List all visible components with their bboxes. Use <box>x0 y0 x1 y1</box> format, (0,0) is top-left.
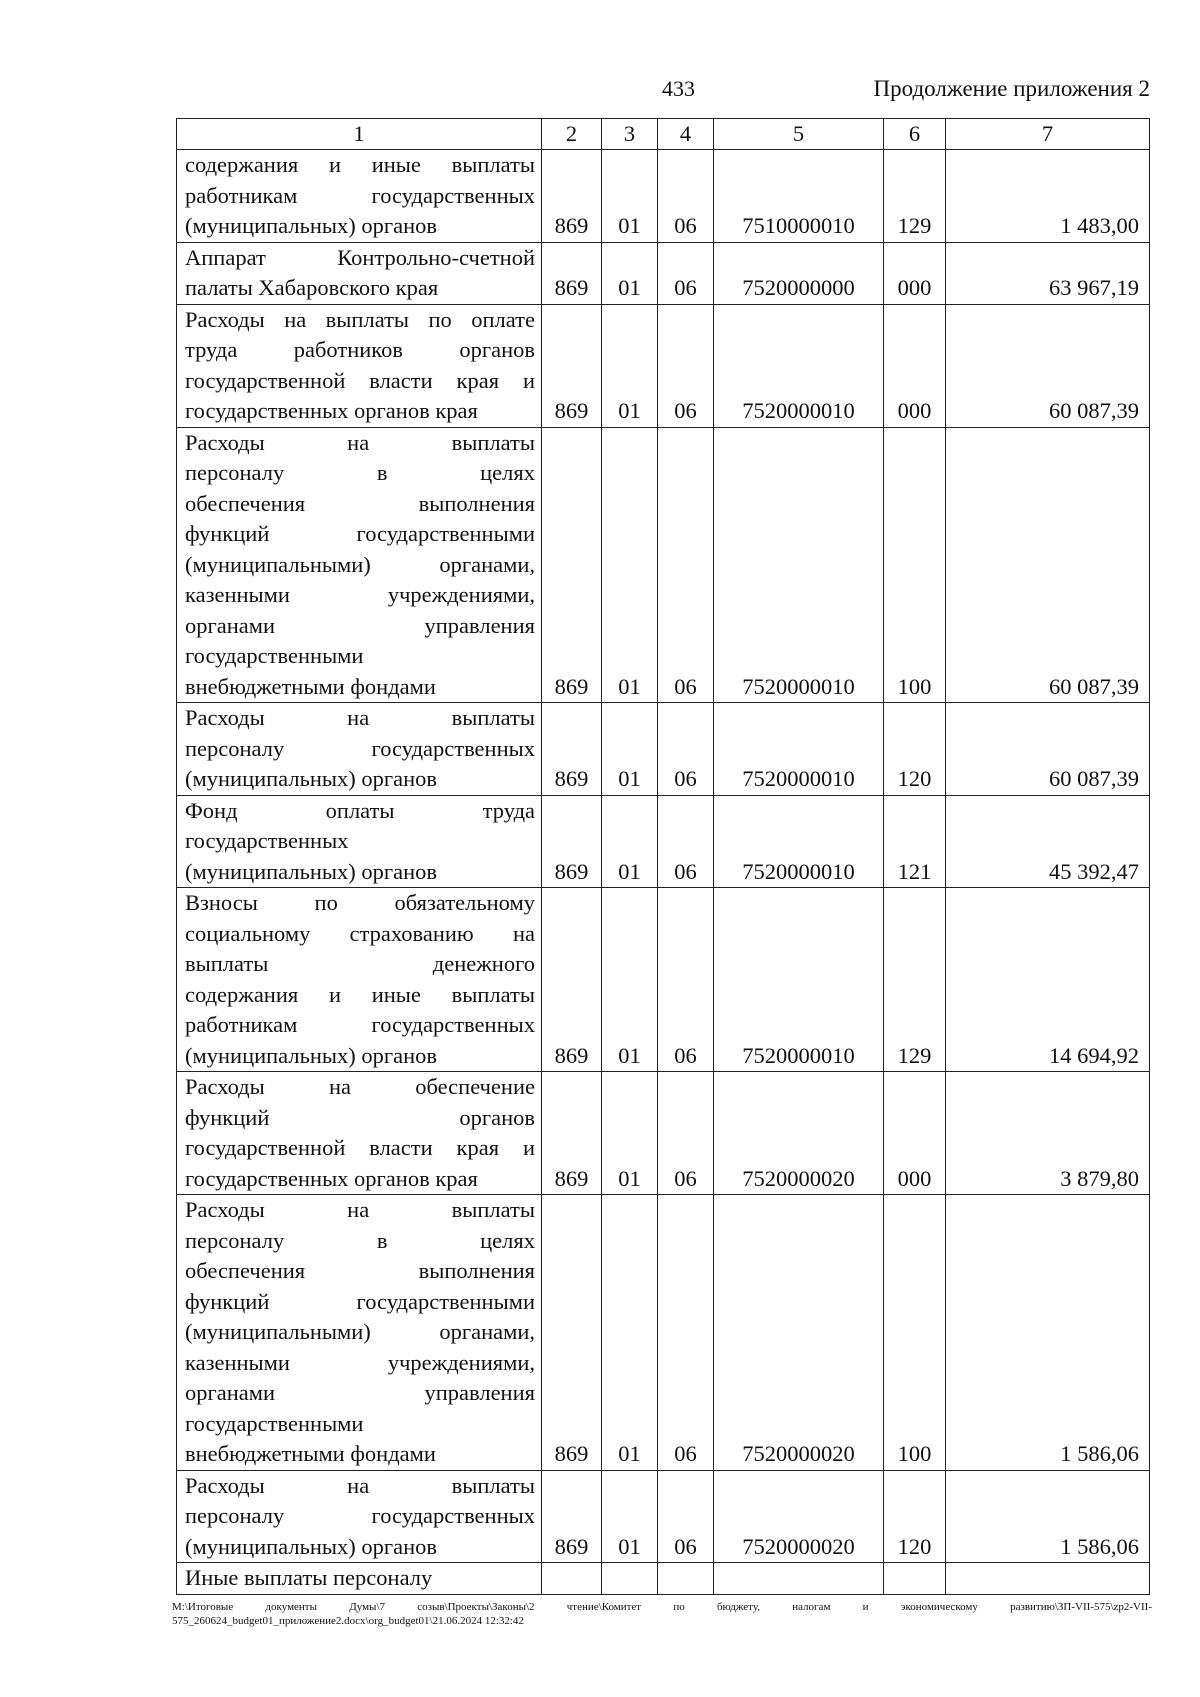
table-row <box>177 795 1150 888</box>
ministry-code: 869 <box>542 304 602 427</box>
target-article-code: 7510000010 <box>714 150 884 243</box>
expense-type-code: 100 <box>884 427 946 703</box>
section-code: 01 <box>602 1195 658 1471</box>
expense-type-code <box>884 1563 946 1595</box>
amount-value: 63 967,19 <box>946 242 1150 304</box>
target-article-code: 7520000020 <box>714 1470 884 1563</box>
amount-value: 45 392,47 <box>946 795 1150 888</box>
row-description <box>177 703 542 796</box>
table-row <box>177 150 1150 243</box>
subsection-code: 06 <box>658 427 714 703</box>
section-code: 01 <box>602 242 658 304</box>
budget-table <box>176 118 1150 1595</box>
row-description <box>177 1470 542 1563</box>
subsection-code: 06 <box>658 242 714 304</box>
amount-value: 60 087,39 <box>946 427 1150 703</box>
description-line: государственной власти края и <box>185 1135 535 1160</box>
row-description <box>177 150 542 243</box>
table-body <box>177 119 1150 1595</box>
expense-type-code: 000 <box>884 242 946 304</box>
subsection-code: 06 <box>658 1072 714 1195</box>
row-description <box>177 795 542 888</box>
description-line: работникам государственных <box>185 1012 535 1037</box>
row-description <box>177 427 542 703</box>
table-row <box>177 703 1150 796</box>
subsection-code: 06 <box>658 703 714 796</box>
ministry-code: 869 <box>542 242 602 304</box>
table-row <box>177 888 1150 1072</box>
description-line: Расходы на выплаты <box>185 429 535 455</box>
table-row <box>177 427 1150 703</box>
description-line: содержания и иные выплаты <box>185 981 535 1007</box>
row-description <box>177 1072 542 1195</box>
file-path-footer: M:\Итоговые документы Думы\7 созыв\Проекты\Законы\2 чтение\Комитет по бюджету, налогам и экономическому развитию\ЗП-VII-575\zp2-VII-575_260624_budget01_приложение2.docx\org_budget01\21.06.2024 12:32:42 <box>172 1601 1152 1627</box>
row-description <box>177 888 542 1072</box>
ministry-code: 869 <box>542 427 602 703</box>
section-code: 01 <box>602 427 658 703</box>
description-line: социальному страхованию на <box>185 920 535 946</box>
description-line: (муниципальными) органами, <box>185 1319 535 1344</box>
row-description <box>177 304 542 427</box>
description-line: государственными <box>185 643 364 668</box>
description-line: Расходы на обеспечение <box>185 1074 535 1099</box>
table-row <box>177 1563 1150 1595</box>
amount-value: 1 483,00 <box>946 150 1150 243</box>
description-line: казенными учреждениями, <box>185 582 535 607</box>
description-line: (муниципальными) органами, <box>185 551 535 577</box>
description-line: функций государственными <box>185 1288 535 1314</box>
table-row <box>177 1072 1150 1195</box>
description-line: функций органов <box>185 1104 535 1130</box>
section-code: 01 <box>602 888 658 1072</box>
table-row <box>177 242 1150 304</box>
description-line: персоналу государственных <box>185 1503 535 1528</box>
description-line: государственной власти края и <box>185 367 535 393</box>
description-line: (муниципальных) органов <box>185 766 438 791</box>
table-row <box>177 1470 1150 1563</box>
column-header: 3 <box>602 119 658 150</box>
description-line: персоналу в целях <box>185 1227 535 1253</box>
description-line: государственных <box>185 828 349 853</box>
subsection-code: 06 <box>658 888 714 1072</box>
amount-value: 3 879,80 <box>946 1072 1150 1195</box>
section-code: 01 <box>602 1470 658 1563</box>
subsection-code: 06 <box>658 795 714 888</box>
column-header: 2 <box>542 119 602 150</box>
amount-value: 60 087,39 <box>946 703 1150 796</box>
description-line: персоналу в целях <box>185 460 535 485</box>
description-line: (муниципальных) органов <box>185 858 438 884</box>
description-line: органами управления <box>185 1380 535 1405</box>
target-article-code: 7520000020 <box>714 1195 884 1471</box>
target-article-code: 7520000010 <box>714 888 884 1072</box>
subsection-code: 06 <box>658 1195 714 1471</box>
subsection-code <box>658 1563 714 1595</box>
row-description <box>177 1195 542 1471</box>
section-code: 01 <box>602 1072 658 1195</box>
ministry-code: 869 <box>542 703 602 796</box>
column-header-row <box>177 119 1150 150</box>
page-number: 433 <box>662 76 695 101</box>
ministry-code: 869 <box>542 1470 602 1563</box>
target-article-code: 7520000010 <box>714 703 884 796</box>
description-line: персоналу государственных <box>185 735 535 761</box>
subsection-code: 06 <box>658 1470 714 1563</box>
section-code: 01 <box>602 150 658 243</box>
subsection-code: 06 <box>658 304 714 427</box>
description-line: внебюджетными фондами <box>185 1441 436 1466</box>
target-article-code: 7520000000 <box>714 242 884 304</box>
expense-type-code: 121 <box>884 795 946 888</box>
target-article-code: 7520000020 <box>714 1072 884 1195</box>
column-header: 6 <box>884 119 946 150</box>
column-header: 1 <box>177 119 542 150</box>
section-code: 01 <box>602 304 658 427</box>
description-line: Аппарат Контрольно-счетной <box>185 244 535 270</box>
description-line: государственными <box>185 1410 364 1436</box>
column-header: 5 <box>714 119 884 150</box>
description-line: Расходы на выплаты <box>185 1472 535 1498</box>
amount-value: 1 586,06 <box>946 1470 1150 1563</box>
ministry-code: 869 <box>542 795 602 888</box>
ministry-code: 869 <box>542 150 602 243</box>
amount-value: 14 694,92 <box>946 888 1150 1072</box>
target-article-code: 7520000010 <box>714 304 884 427</box>
column-header: 7 <box>946 119 1150 150</box>
description-line: государственных органов края <box>185 398 478 423</box>
section-code: 01 <box>602 795 658 888</box>
description-line: государственных органов края <box>185 1165 478 1191</box>
description-line: обеспечения выполнения <box>185 1258 535 1283</box>
description-line: Фонд оплаты труда <box>185 797 535 823</box>
expense-type-code: 000 <box>884 1072 946 1195</box>
column-header: 4 <box>658 119 714 150</box>
description-line: (муниципальных) органов <box>185 1533 438 1559</box>
description-line: Расходы на выплаты <box>185 1197 535 1222</box>
ministry-code: 869 <box>542 888 602 1072</box>
description-line: Иные выплаты персоналу <box>185 1565 433 1590</box>
subsection-code: 06 <box>658 150 714 243</box>
expense-type-code: 100 <box>884 1195 946 1471</box>
section-code: 01 <box>602 703 658 796</box>
table-row <box>177 1195 1150 1471</box>
description-line: Взносы по обязательному <box>185 890 535 915</box>
ministry-code <box>542 1563 602 1595</box>
expense-type-code: 120 <box>884 703 946 796</box>
description-line: казенными учреждениями, <box>185 1349 535 1375</box>
description-line: внебюджетными фондами <box>185 673 436 699</box>
continuation-label: Продолжение приложения 2 <box>873 76 1150 101</box>
description-line: органами управления <box>185 612 535 638</box>
section-code <box>602 1563 658 1595</box>
target-article-code: 7520000010 <box>714 427 884 703</box>
row-description <box>177 1563 542 1595</box>
description-line: Расходы на выплаты <box>185 705 535 730</box>
description-line: палаты Хабаровского края <box>185 275 439 300</box>
ministry-code: 869 <box>542 1072 602 1195</box>
description-line: работникам государственных <box>185 182 535 208</box>
amount-value <box>946 1563 1150 1595</box>
target-article-code <box>714 1563 884 1595</box>
expense-type-code: 000 <box>884 304 946 427</box>
description-line: функций государственными <box>185 521 535 546</box>
expense-type-code: 120 <box>884 1470 946 1563</box>
amount-value: 1 586,06 <box>946 1195 1150 1471</box>
description-line: выплаты денежного <box>185 951 535 976</box>
description-line: Расходы на выплаты по оплате <box>185 306 535 332</box>
row-description <box>177 242 542 304</box>
target-article-code: 7520000010 <box>714 795 884 888</box>
expense-type-code: 129 <box>884 888 946 1072</box>
table-row <box>177 304 1150 427</box>
description-line: труда работников органов <box>185 337 535 362</box>
amount-value: 60 087,39 <box>946 304 1150 427</box>
description-line: (муниципальных) органов <box>185 1042 438 1068</box>
expense-type-code: 129 <box>884 150 946 243</box>
description-line: содержания и иные выплаты <box>185 152 535 177</box>
description-line: (муниципальных) органов <box>185 213 438 238</box>
ministry-code: 869 <box>542 1195 602 1471</box>
description-line: обеспечения выполнения <box>185 490 535 516</box>
